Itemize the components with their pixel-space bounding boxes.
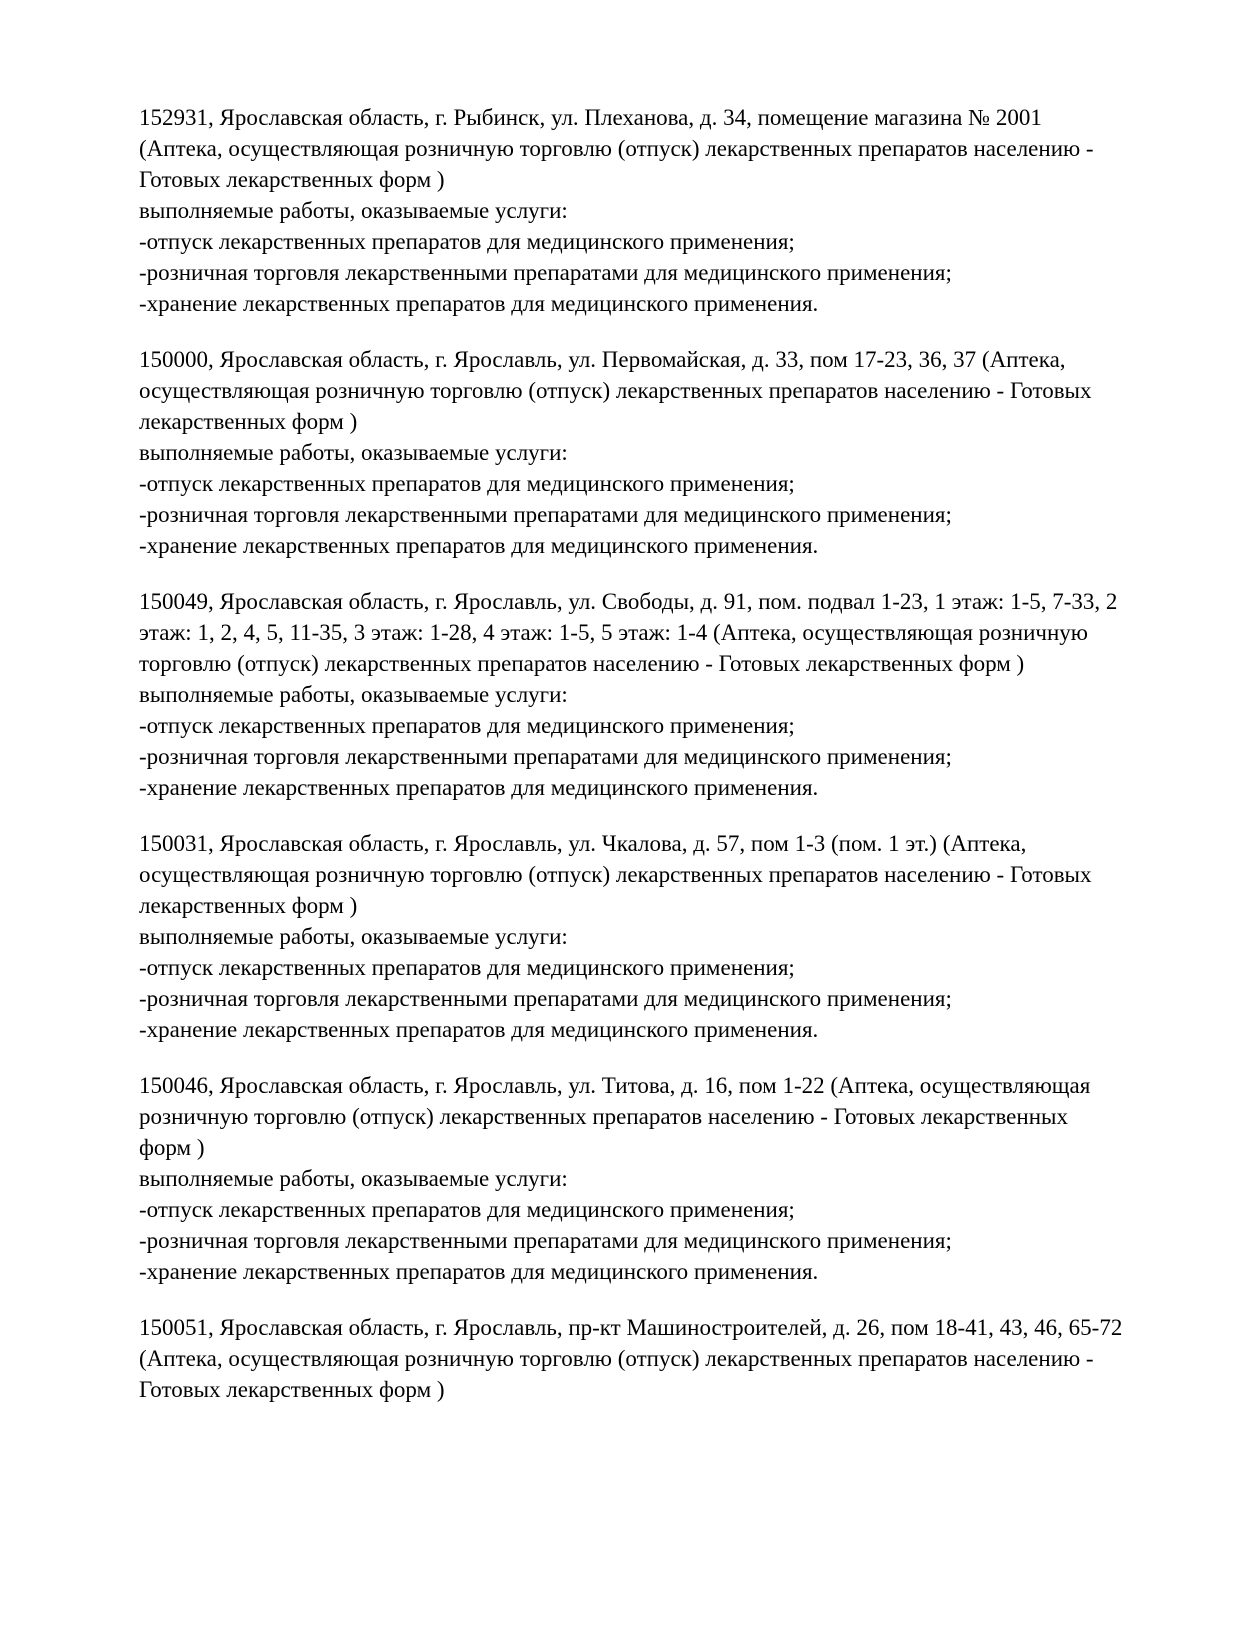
pharmacy-address: 150049, Ярославская область, г. Ярославль, ул. Свободы, д. 91, пом. подвал 1-23, 1 этаж: 1-5, 7-33, 2 этаж: 1, 2, 4, 5, 11-35, 3 этаж: 1-28, 4 этаж: 1-5, 5 этаж: 1-4 (Аптека, осуществляющая розничную торговлю (отпуск) лекарственных препаратов населению - Готовых лекарственных форм )	[139, 589, 1118, 676]
pharmacy-address: 150051, Ярославская область, г. Ярославль, пр-кт Машиностроителей, д. 26, пом 18-41, 43, 46, 65-72 (Аптека, осуществляющая розничную торговлю (отпуск) лекарственных препаратов населению - Готовых лекарственных форм )	[139, 1315, 1123, 1402]
services-header: выполняемые работы, оказываемые услуги:	[139, 682, 568, 707]
pharmacy-address: 150031, Ярославская область, г. Ярославль, ул. Чкалова, д. 57, пом 1-3 (пом. 1 эт.) (Аптека, осуществляющая розничную торговлю (отпуск) лекарственных препаратов населению - Готовых лекарственных форм )	[139, 831, 1092, 918]
service-item: -хранение лекарственных препаратов для медицинского применения.	[139, 1017, 819, 1042]
service-item: -отпуск лекарственных препаратов для медицинского применения;	[139, 1197, 795, 1222]
services-header: выполняемые работы, оказываемые услуги:	[139, 1166, 568, 1191]
services-header: выполняемые работы, оказываемые услуги:	[139, 198, 568, 223]
service-item: -отпуск лекарственных препаратов для медицинского применения;	[139, 471, 795, 496]
service-item: -розничная торговля лекарственными препаратами для медицинского применения;	[139, 502, 952, 527]
service-item: -розничная торговля лекарственными препаратами для медицинского применения;	[139, 1228, 952, 1253]
service-item: -хранение лекарственных препаратов для медицинского применения.	[139, 1259, 819, 1284]
pharmacy-entry	[139, 344, 1124, 561]
pharmacy-entry	[139, 1312, 1124, 1405]
service-item: -розничная торговля лекарственными препаратами для медицинского применения;	[139, 260, 952, 285]
service-item: -отпуск лекарственных препаратов для медицинского применения;	[139, 955, 795, 980]
pharmacy-address: 150046, Ярославская область, г. Ярославль, ул. Титова, д. 16, пом 1-22 (Аптека, осуществляющая розничную торговлю (отпуск) лекарственных препаратов населению - Готовых лекарственных форм )	[139, 1073, 1091, 1160]
services-header: выполняемые работы, оказываемые услуги:	[139, 440, 568, 465]
pharmacy-entry	[139, 102, 1124, 319]
service-item: -хранение лекарственных препаратов для медицинского применения.	[139, 775, 819, 800]
services-header: выполняемые работы, оказываемые услуги:	[139, 924, 568, 949]
service-item: -отпуск лекарственных препаратов для медицинского применения;	[139, 713, 795, 738]
service-item: -хранение лекарственных препаратов для медицинского применения.	[139, 533, 819, 558]
pharmacy-entry	[139, 1070, 1124, 1287]
service-item: -отпуск лекарственных препаратов для медицинского применения;	[139, 229, 795, 254]
pharmacy-address: 152931, Ярославская область, г. Рыбинск, ул. Плеханова, д. 34, помещение магазина № 2001 (Аптека, осуществляющая розничную торговлю (отпуск) лекарственных препаратов населению - Готовых лекарственных форм )	[139, 105, 1094, 192]
pharmacy-address: 150000, Ярославская область, г. Ярославль, ул. Первомайская, д. 33, пом 17-23, 36, 37 (Аптека, осуществляющая розничную торговлю (отпуск) лекарственных препаратов населению - Готовых лекарственных форм )	[139, 347, 1092, 434]
service-item: -розничная торговля лекарственными препаратами для медицинского применения;	[139, 986, 952, 1011]
pharmacy-entry	[139, 828, 1124, 1045]
service-item: -хранение лекарственных препаратов для медицинского применения.	[139, 291, 819, 316]
pharmacy-entry	[139, 586, 1124, 803]
service-item: -розничная торговля лекарственными препаратами для медицинского применения;	[139, 744, 952, 769]
